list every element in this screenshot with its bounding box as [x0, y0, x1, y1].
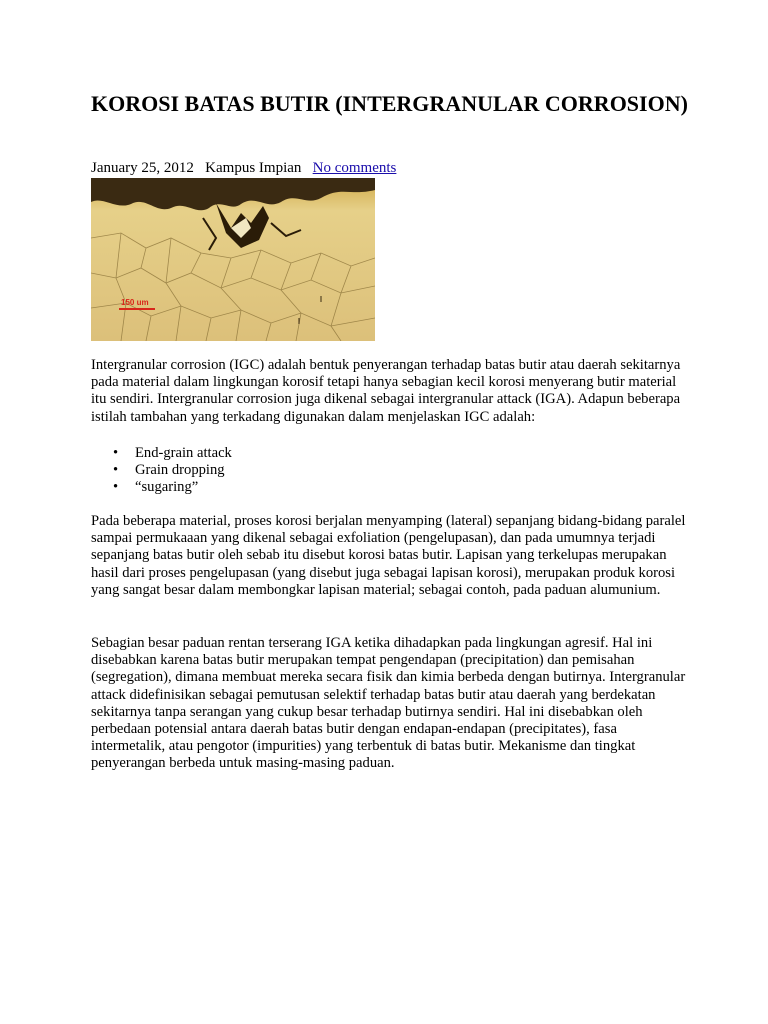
- list-item: [91, 445, 232, 462]
- bullet-dot: •: [113, 462, 119, 479]
- scale-label: 150 um: [121, 298, 149, 307]
- bullet-dot: •: [113, 479, 119, 496]
- post-date: January 25, 2012: [91, 160, 194, 176]
- list-item-text: End-grain attack: [135, 445, 232, 461]
- list-item-text: Grain dropping: [135, 462, 225, 479]
- article-title: KOROSI BATAS BUTIR (INTERGRANULAR CORROSION): [91, 91, 688, 116]
- post-author: Kampus Impian: [205, 160, 302, 176]
- post-meta: [91, 159, 396, 177]
- paragraph-3: Sebagian besar paduan rentan terserang IGA ketika dihadapkan pada lingkungan agresif. Hal ini disebabkan karena batas butir merupakan tempat pengendapan (precipitation) dan pemisahan (segregation), dimana membuat mereka secara fisik dan kimia berbeda dengan butirnya. Intergranular attack didefinisikan sebagai pemutusan selektif terhadap batas butir atau daerah yang berdekatan sekitarnya tanpa serangan yang cukup besar terhadap butirnya sendiri. Hal ini disebabkan oleh perbedaan potensial antara daerah batas butir dengan endapan-endapan (precipitates), fasa intermetalik, atau pengotor (impurities) yang terbentuk di batas butir. Mekanisme dan tingkat penyerangan berbeda untuk masing-masing paduan.: [91, 635, 686, 772]
- bullet-list: [91, 445, 232, 497]
- micrograph-image: [91, 178, 375, 341]
- micrograph-svg: [91, 178, 375, 341]
- list-item-text: “sugaring”: [135, 479, 199, 496]
- list-item: [91, 479, 232, 496]
- bullet-dot: •: [113, 445, 119, 461]
- comments-link[interactable]: No comments: [312, 160, 397, 176]
- list-item: [91, 462, 232, 479]
- paragraph-2: Pada beberapa material, proses korosi berjalan menyamping (lateral) sepanjang bidang-bidang paralel sampai permukaaan yang dikenal sebagai exfoliation (pengelupasan), dan pada umumnya terjadi sepanjang batas butir oleh sebab itu disebut korosi batas butir. Lapisan yang terkelupas merupakan hasil dari proses pengelupasan (yang disebut juga sebagai lapisan korosi), merupakan produk korosi yang sangat besar dalam membongkar lapisan material; sebagai contoh, pada paduan alumunium.: [91, 513, 686, 598]
- paragraph-1: Intergranular corrosion (IGC) adalah bentuk penyerangan terhadap batas butir atau daerah sekitarnya pada material dalam lingkungan korosif tetapi hanya sebagian kecil korosi menyerang butir material itu sendiri. Intergranular corrosion juga dikenal sebagai intergranular attack (IGA). Adapun beberapa istilah tambahan yang terkadang digunakan dalam menjelaskan IGC adalah:: [91, 357, 681, 425]
